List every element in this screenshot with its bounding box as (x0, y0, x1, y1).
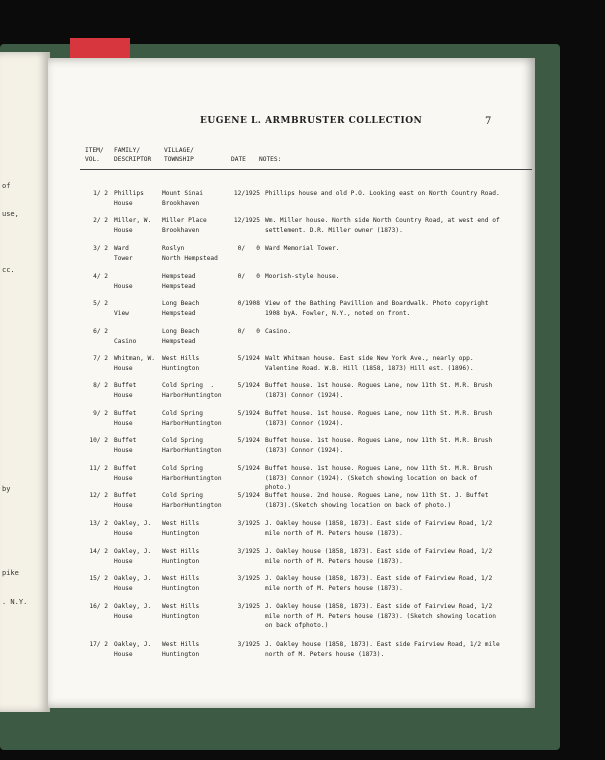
date-cell: 5/1924 (237, 410, 260, 417)
notes-cell: Casino. (265, 328, 292, 335)
notes-cell: Moorish-style house. (265, 273, 340, 280)
date-cell: 0/ 0 (237, 328, 260, 335)
date-cell: 12/1925 (233, 217, 260, 224)
page-title: EUGENE L. ARMBRUSTER COLLECTION (200, 116, 423, 126)
family-cell: Phillips House (114, 190, 144, 207)
date-cell: 3/1925 (237, 641, 260, 648)
notes-cell: Ward Memorial Tower. (265, 245, 340, 252)
family-cell: Buffet House (114, 465, 137, 482)
item-cell: 9/ 2 (93, 410, 108, 417)
date-cell: 5/1924 (237, 465, 260, 472)
village-cell: West Hills Huntington (162, 641, 200, 658)
family-cell: Buffet House (114, 492, 137, 509)
family-cell: Whitman, W. House (114, 355, 155, 372)
village-cell: Cold Spring HarborHuntington (162, 465, 222, 482)
item-cell: 16/ 2 (89, 603, 108, 610)
notes-cell: J. Oakley house (1858, 1873). East side of Fairview Road, 1/2 mile north of M. Peters house (1873). (265, 520, 493, 537)
left-page-text: cc. (2, 266, 15, 274)
page-number: 7 (485, 116, 492, 127)
notes-cell: Buffet house. 1st house. Rogues Lane, now 11th St. M.R. Brush (1873) Connor (1924). (265, 437, 493, 454)
date-cell: 3/1925 (237, 548, 260, 555)
village-cell: West Hills Huntington (162, 520, 200, 537)
notes-cell: Buffet house. 1st house. Rogues Lane, now 11th St. M.R. Brush (1873) Connor (1924). (265, 410, 493, 427)
village-cell: West Hills Huntington (162, 575, 200, 592)
item-cell: 17/ 2 (89, 641, 108, 648)
date-cell: 5/1924 (237, 382, 260, 389)
family-cell: Oakley, J. House (114, 548, 152, 565)
item-cell: 1/ 2 (93, 190, 108, 197)
date-cell: 0/1908 (237, 300, 260, 307)
notes-cell: J. Oakley house (1858, 1873). East side of Fairview Road, 1/2 mile north of M. Peters house (1873). (265, 548, 493, 565)
family-cell: Oakley, J. House (114, 575, 152, 592)
notes-cell: Buffet house. 1st house. Rogues Lane, now 11th St. M.R. Brush (1873) Connor (1924). (265, 382, 493, 399)
family-cell: Oakley, J. House (114, 520, 152, 537)
family-cell: Buffet House (114, 410, 137, 427)
column-header-item: ITEM/ VOL. (85, 147, 104, 163)
left-page-text: by (2, 485, 11, 493)
left-page-text: use, (2, 210, 19, 218)
item-cell: 11/ 2 (89, 465, 108, 472)
item-cell: 10/ 2 (89, 437, 108, 444)
notes-cell: View of the Bathing Pavillion and Boardwalk. Photo copyright 1908 byA. Fowler, N.Y., noted on front. (265, 300, 489, 317)
date-cell: 3/1925 (237, 520, 260, 527)
item-cell: 8/ 2 (93, 382, 108, 389)
notes-cell: J. Oakley house (1858, 1873). East side of Fairview Road, 1/2 mile north of M. Peters house (1873). (265, 575, 493, 592)
left-page-text: . N.Y. (2, 598, 28, 606)
column-header-village: VILLAGE/ TOWNSHIP (164, 147, 194, 163)
column-header-family: FAMILY/ DESCRIPTOR (114, 147, 152, 163)
notes-cell: Walt Whitman house. East side New York Ave., nearly opp. Valentine Road. W.B. Hill (1858, 1873) Hill est. (1896). (265, 355, 474, 372)
village-cell: Cold Spring HarborHuntington (162, 492, 222, 509)
left-page-text: pike (2, 569, 19, 577)
item-cell: 15/ 2 (89, 575, 108, 582)
village-cell: West Hills Huntington (162, 355, 200, 372)
family-cell: Ward Tower (114, 245, 133, 262)
notes-cell: Buffet house. 1st house. Rogues Lane, now 11th St. M.R. Brush (1873) Connor (1924). (Sketch showing location on back of photo.) (265, 465, 493, 491)
village-cell: Miller Place Brookhaven (162, 217, 207, 234)
family-cell: Oakley, J. House (114, 641, 152, 658)
family-cell: House (114, 282, 133, 290)
column-header-date: DATE (231, 156, 246, 163)
notes-cell: J. Oakley house (1858, 1873). East side Fairview Road, 1/2 mile north of M. Peters house (1873). (265, 641, 500, 658)
item-cell: 3/ 2 (93, 245, 108, 252)
date-cell: 5/1924 (237, 437, 260, 444)
date-cell: 5/1924 (237, 355, 260, 362)
item-cell: 2/ 2 (93, 217, 108, 224)
village-cell: Mount Sinai Brookhaven (162, 190, 203, 207)
village-cell: Hempstead Hempstead (162, 273, 196, 290)
village-cell: West Hills Huntington (162, 603, 200, 620)
notes-cell: Phillips house and old P.O. Looking east on North Country Road. (265, 190, 500, 197)
item-cell: 12/ 2 (89, 492, 108, 499)
village-cell: Cold Spring HarborHuntington (162, 437, 222, 454)
date-cell: 12/1925 (233, 190, 260, 197)
item-cell: 13/ 2 (89, 520, 108, 527)
header-divider (80, 169, 532, 170)
village-cell: West Hills Huntington (162, 548, 200, 565)
village-cell: Cold Spring HarborHuntington (162, 410, 222, 427)
item-cell: 5/ 2 (93, 300, 108, 307)
notes-cell: Buffet house. 2nd house. Rogues Lane, now 11th St. J. Buffet (1873).(Sketch showing location on back of photo.) (265, 492, 489, 509)
item-cell: 14/ 2 (89, 548, 108, 555)
item-cell: 7/ 2 (93, 355, 108, 362)
family-cell: Miller, W. House (114, 217, 152, 234)
family-cell: View (114, 309, 129, 317)
notes-cell: J. Oakley house (1858, 1873). East side of Fairview Road, 1/2 mile north of M. Peters house (1873). (Sketch showing location on back ofphoto.) (265, 603, 496, 629)
left-page-text: of (2, 182, 11, 190)
date-cell: 0/ 0 (237, 273, 260, 280)
village-cell: Long Beach Hempstead (162, 300, 200, 317)
family-cell: Buffet House (114, 382, 137, 399)
date-cell: 3/1925 (237, 575, 260, 582)
date-cell: 0/ 0 (237, 245, 260, 252)
item-cell: 6/ 2 (93, 328, 108, 335)
date-cell: 5/1924 (237, 492, 260, 499)
notes-cell: Wm. Miller house. North side North Country Road, at west end of settlement. D.R. Miller owner (1873). (265, 217, 500, 234)
family-cell: Oakley, J. House (114, 603, 152, 620)
family-cell: Casino (114, 337, 137, 345)
item-cell: 4/ 2 (93, 273, 108, 280)
column-header-notes: NOTES: (259, 156, 282, 163)
village-cell: Long Beach Hempstead (162, 328, 200, 345)
village-cell: Roslyn North Hempstead (162, 245, 218, 262)
village-cell: Cold Spring . HarborHuntington (162, 382, 222, 399)
date-cell: 3/1925 (237, 603, 260, 610)
left-page-edge (0, 52, 50, 712)
family-cell: Buffet House (114, 437, 137, 454)
